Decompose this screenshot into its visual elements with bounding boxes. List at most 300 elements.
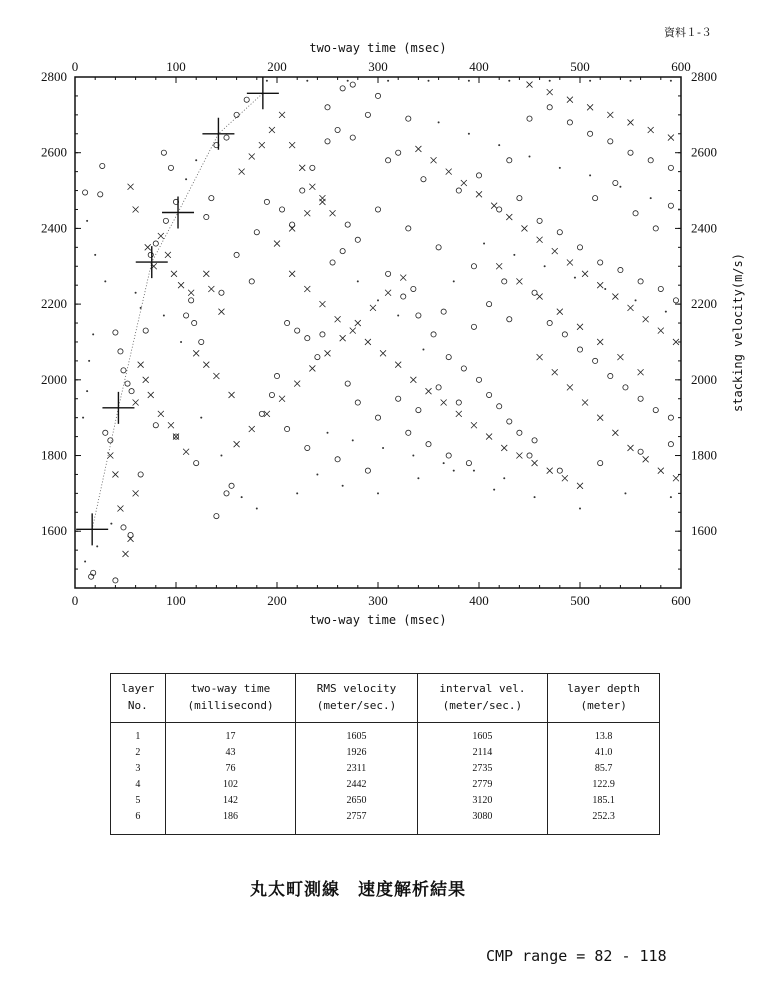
semblance-circle [153, 241, 158, 246]
semblance-cross [193, 350, 199, 356]
semblance-circle [497, 404, 502, 409]
semblance-dot [327, 432, 329, 434]
semblance-circle [668, 415, 673, 420]
picked-velocity-point [162, 197, 194, 229]
semblance-cross [218, 309, 224, 315]
semblance-cross [289, 142, 295, 148]
semblance-cross [385, 290, 391, 296]
cell-time: 43 [165, 746, 296, 762]
semblance-cross [259, 142, 265, 148]
semblance-dot [559, 167, 561, 169]
semblance-circle [254, 230, 259, 235]
semblance-circle [386, 271, 391, 276]
semblance-dot [266, 80, 268, 82]
semblance-dot [619, 186, 621, 188]
semblance-cross [476, 191, 482, 197]
semblance-circle [396, 396, 401, 401]
semblance-circle [577, 347, 582, 352]
semblance-cross [294, 381, 300, 387]
semblance-dot [468, 80, 470, 82]
cell-interval: 3120 [417, 794, 548, 810]
semblance-circle [305, 445, 310, 450]
semblance-cross [325, 350, 331, 356]
semblance-cross [123, 551, 129, 557]
semblance-circle [401, 294, 406, 299]
semblance-circle [229, 483, 234, 488]
semblance-cross [643, 316, 649, 322]
semblance-circle [279, 207, 284, 212]
semblance-cross [289, 271, 295, 277]
semblance-dot [529, 155, 531, 157]
semblance-circle [350, 135, 355, 140]
semblance-circle [466, 460, 471, 465]
picked-velocity-point [136, 246, 168, 278]
semblance-cross [521, 225, 527, 231]
semblance-cross [648, 127, 654, 133]
semblance-dot [347, 80, 349, 82]
semblance-circle [345, 381, 350, 386]
semblance-circle [234, 252, 239, 257]
semblance-circle [588, 131, 593, 136]
semblance-dot [438, 121, 440, 123]
semblance-dot [88, 360, 90, 362]
semblance-dot [135, 292, 137, 294]
semblance-circle [129, 389, 134, 394]
cell-time: 142 [165, 794, 296, 810]
semblance-circle [638, 449, 643, 454]
semblance-circle [436, 245, 441, 250]
semblance-cross [289, 225, 295, 231]
semblance-circle [441, 309, 446, 314]
semblance-circle [577, 245, 582, 250]
semblance-cross [355, 320, 361, 326]
semblance-dot [352, 439, 354, 441]
semblance-dot [342, 485, 344, 487]
semblance-dot [84, 561, 86, 563]
semblance-circle [653, 407, 658, 412]
semblance-circle [613, 180, 618, 185]
semblance-cross [617, 354, 623, 360]
semblance-circle [285, 426, 290, 431]
y-tick-label-left: 1600 [41, 523, 67, 539]
semblance-circle [189, 298, 194, 303]
x-tick-label-top: 400 [469, 59, 489, 74]
semblance-circle [168, 165, 173, 170]
semblance-cross [117, 506, 123, 512]
semblance-circle [411, 286, 416, 291]
semblance-circle [527, 116, 532, 121]
semblance-cross [496, 263, 502, 269]
semblance-circle [100, 163, 105, 168]
semblance-circle [259, 411, 264, 416]
semblance-cross [597, 339, 603, 345]
table-row [111, 723, 660, 747]
cell-time: 102 [165, 778, 296, 794]
semblance-circle [365, 112, 370, 117]
semblance-circle [340, 249, 345, 254]
semblance-dot [140, 307, 142, 309]
picked-velocity-points [76, 77, 279, 545]
semblance-circle [365, 468, 370, 473]
semblance-dot [604, 288, 606, 290]
y-tick-label-left: 2000 [41, 371, 67, 387]
semblance-circle [471, 264, 476, 269]
semblance-cross [112, 471, 118, 477]
semblance-dot [513, 254, 515, 256]
semblance-cross [309, 365, 315, 371]
semblance-cross [365, 339, 371, 345]
semblance-cross [158, 233, 164, 239]
semblance-cross [203, 362, 209, 368]
semblance-circle [113, 330, 118, 335]
semblance-cross [582, 271, 588, 277]
semblance-dot [453, 470, 455, 472]
y-tick-label-left: 2200 [41, 296, 67, 312]
semblance-dot [86, 390, 88, 392]
semblance-circle [325, 105, 330, 110]
semblance-cross [643, 456, 649, 462]
semblance-circle [138, 472, 143, 477]
semblance-dot [503, 477, 505, 479]
semblance-dot [241, 496, 243, 498]
semblance-dot [316, 473, 318, 475]
semblance-dot [468, 133, 470, 135]
semblance-cross [582, 400, 588, 406]
cell-layer: 6 [111, 810, 166, 835]
semblance-circle [214, 513, 219, 518]
semblance-circle [285, 320, 290, 325]
semblance-cross [456, 411, 462, 417]
cell-layer: 1 [111, 723, 166, 747]
semblance-dot [544, 265, 546, 267]
cell-depth: 122.9 [548, 778, 660, 794]
cell-depth: 85.7 [548, 762, 660, 778]
cell-layer: 2 [111, 746, 166, 762]
semblance-cross [188, 290, 194, 296]
semblance-cross [400, 275, 406, 281]
semblance-circle [471, 324, 476, 329]
semblance-cross [577, 324, 583, 330]
semblance-cross [370, 305, 376, 311]
semblance-cross [426, 388, 432, 394]
cell-rms: 1926 [296, 746, 417, 762]
semblance-circle [113, 578, 118, 583]
column-header-interval: interval vel. (meter/sec.) [417, 674, 548, 723]
y-tick-label-left: 2800 [41, 69, 67, 84]
cell-layer: 5 [111, 794, 166, 810]
semblance-circle [163, 218, 168, 223]
semblance-dot [624, 492, 626, 494]
semblance-dot [382, 447, 384, 449]
cell-rms: 2757 [296, 810, 417, 835]
semblance-dot [483, 243, 485, 245]
semblance-circle [446, 355, 451, 360]
y-tick-label-right: 1600 [691, 523, 717, 539]
semblance-cross [309, 184, 315, 190]
semblance-cross [516, 453, 522, 459]
semblance-circle [350, 82, 355, 87]
semblance-cross [319, 301, 325, 307]
semblance-cross [552, 369, 558, 375]
semblance-cross [587, 104, 593, 110]
semblance-circle [125, 381, 130, 386]
semblance-cross [658, 328, 664, 334]
semblance-circle [638, 279, 643, 284]
semblance-circle [537, 218, 542, 223]
x-tick-label-bottom: 300 [368, 593, 388, 608]
semblance-cross [145, 244, 151, 250]
semblance-circle [406, 226, 411, 231]
semblance-circle [461, 366, 466, 371]
semblance-cross [178, 282, 184, 288]
semblance-cross [249, 153, 255, 159]
semblance-circle [436, 385, 441, 390]
semblance-dot [96, 545, 98, 547]
cell-time: 17 [165, 723, 296, 747]
column-header-layer: layer No. [111, 674, 166, 723]
semblance-dot [397, 314, 399, 316]
semblance-cross [446, 169, 452, 175]
semblance-cross [274, 241, 280, 247]
semblance-circle [517, 430, 522, 435]
table-row [111, 778, 660, 794]
semblance-cross [269, 127, 275, 133]
cell-depth: 41.0 [548, 746, 660, 762]
axis-ticks [41, 59, 717, 608]
semblance-circle [567, 120, 572, 125]
semblance-circle [153, 423, 158, 428]
semblance-dot [377, 492, 379, 494]
semblance-dot [635, 299, 637, 301]
semblance-cross [304, 286, 310, 292]
semblance-circle [340, 86, 345, 91]
y-tick-label-left: 2600 [41, 144, 67, 160]
semblance-circle [517, 196, 522, 201]
semblance-dot [493, 489, 495, 491]
semblance-cross [340, 335, 346, 341]
semblance-cross [171, 271, 177, 277]
semblance-circle [416, 313, 421, 318]
semblance-cross [133, 490, 139, 496]
x-tick-label-top: 0 [71, 59, 79, 74]
semblance-cross [577, 483, 583, 489]
semblance-circle [108, 438, 113, 443]
semblance-cross [597, 415, 603, 421]
semblance-dot [306, 80, 308, 82]
semblance-circle [638, 396, 643, 401]
semblance-cross [148, 392, 154, 398]
cell-depth: 252.3 [548, 810, 660, 835]
x-tick-label-bottom: 600 [671, 593, 691, 608]
semblance-circle [426, 442, 431, 447]
semblance-cross [552, 248, 558, 254]
semblance-dot [357, 280, 359, 282]
semblance-circle [209, 196, 214, 201]
semblance-dot [549, 80, 551, 82]
semblance-cross [350, 328, 356, 334]
document-label: 資料１-３ [664, 26, 712, 39]
y-tick-label-right: 2600 [691, 144, 717, 160]
semblance-dot [678, 208, 680, 210]
semblance-cross [658, 468, 664, 474]
semblance-circle [527, 453, 532, 458]
semblance-circle [335, 127, 340, 132]
cell-depth: 185.1 [548, 794, 660, 810]
semblance-circle [396, 150, 401, 155]
semblance-cross [138, 362, 144, 368]
semblance-cross [668, 135, 674, 141]
semblance-dot [296, 492, 298, 494]
semblance-cross [506, 214, 512, 220]
cell-layer: 3 [111, 762, 166, 778]
semblance-circle [224, 135, 229, 140]
semblance-dot [650, 197, 652, 199]
semblance-dot [377, 299, 379, 301]
semblance-circle [219, 290, 224, 295]
semblance-circle [497, 207, 502, 212]
semblance-circle [507, 317, 512, 322]
semblance-cross [380, 350, 386, 356]
x-tick-label-top: 300 [368, 59, 388, 74]
semblance-circle [375, 93, 380, 98]
semblance-circle [673, 298, 678, 303]
semblance-circle [598, 460, 603, 465]
semblance-cross [415, 146, 421, 152]
semblance-circle [648, 158, 653, 163]
semblance-cross [208, 286, 214, 292]
semblance-circle [532, 438, 537, 443]
semblance-cross [597, 282, 603, 288]
semblance-dot [574, 277, 576, 279]
semblance-cross [628, 305, 634, 311]
figure-caption: 丸太町測線 速度解析結果 [250, 880, 466, 900]
semblance-circle [224, 491, 229, 496]
y-tick-label-left: 2400 [41, 220, 67, 236]
semblance-cross [537, 354, 543, 360]
semblance-dot [200, 417, 202, 419]
semblance-circle [234, 112, 239, 117]
semblance-dot [163, 314, 165, 316]
semblance-cross [461, 180, 467, 186]
semblance-dot [498, 144, 500, 146]
semblance-circle [118, 349, 123, 354]
semblance-cross [516, 278, 522, 284]
semblance-circle [335, 457, 340, 462]
semblance-cross [471, 422, 477, 428]
semblance-cross [168, 422, 174, 428]
semblance-dot [256, 508, 258, 510]
semblance-cross [441, 400, 447, 406]
semblance-dot [443, 462, 445, 464]
semblance-circle [593, 196, 598, 201]
x-tick-label-bottom: 400 [469, 593, 489, 608]
semblance-cross [279, 112, 285, 118]
semblance-cross [133, 400, 139, 406]
semblance-cross [319, 195, 325, 201]
semblance-cross [234, 441, 240, 447]
semblance-circle [143, 328, 148, 333]
semblance-dot [630, 80, 632, 82]
semblance-cross [486, 434, 492, 440]
column-header-rms: RMS velocity (meter/sec.) [296, 674, 417, 723]
y-tick-label-left: 1800 [41, 447, 67, 463]
semblance-circle [264, 199, 269, 204]
semblance-dot [110, 523, 112, 525]
semblance-circle [121, 525, 126, 530]
semblance-circle [274, 373, 279, 378]
cell-rms: 2311 [296, 762, 417, 778]
velocity-function-line [92, 93, 263, 529]
semblance-dot [412, 455, 414, 457]
semblance-dot [534, 496, 536, 498]
semblance-dot [104, 280, 106, 282]
semblance-cross [158, 411, 164, 417]
table-row [111, 794, 660, 810]
semblance-cross [133, 206, 139, 212]
semblance-cross [673, 475, 679, 481]
semblance-cross [299, 165, 305, 171]
semblance-cross [537, 237, 543, 243]
cell-interval: 2779 [417, 778, 548, 794]
semblance-circle [633, 211, 638, 216]
semblance-cross [173, 434, 179, 440]
semblance-cross [330, 210, 336, 216]
cell-interval: 2735 [417, 762, 548, 778]
semblance-cross [612, 430, 618, 436]
data-marks [82, 80, 680, 583]
semblance-dot [195, 159, 197, 161]
semblance-dot [579, 508, 581, 510]
semblance-circle [386, 158, 391, 163]
cell-rms: 2650 [296, 794, 417, 810]
semblance-dot [589, 80, 591, 82]
semblance-circle [421, 177, 426, 182]
table-row [111, 762, 660, 778]
picked-velocity-point [76, 513, 108, 545]
cell-interval: 1605 [417, 723, 548, 747]
semblance-circle [557, 468, 562, 473]
semblance-circle [199, 339, 204, 344]
semblance-circle [446, 453, 451, 458]
semblance-circle [487, 392, 492, 397]
semblance-circle [547, 105, 552, 110]
cell-layer: 4 [111, 778, 166, 794]
picked-velocity-point [202, 118, 234, 150]
semblance-dot [473, 470, 475, 472]
cell-depth: 13.8 [548, 723, 660, 747]
semblance-dot [92, 333, 94, 335]
semblance-circle [249, 279, 254, 284]
semblance-circle [98, 192, 103, 197]
semblance-circle [295, 328, 300, 333]
semblance-circle [192, 320, 197, 325]
semblance-dot [180, 341, 182, 343]
semblance-circle [456, 188, 461, 193]
y-tick-label-right: 1800 [691, 447, 717, 463]
semblance-cross [431, 157, 437, 163]
semblance-circle [628, 150, 633, 155]
semblance-dot [508, 80, 510, 82]
semblance-circle [310, 165, 315, 170]
semblance-cross [607, 112, 613, 118]
semblance-dot [422, 349, 424, 351]
semblance-circle [608, 139, 613, 144]
semblance-circle [300, 188, 305, 193]
semblance-cross [501, 445, 507, 451]
semblance-cross [537, 294, 543, 300]
semblance-circle [305, 336, 310, 341]
y-axis-label: stacking velocity(m/s) [731, 253, 745, 412]
